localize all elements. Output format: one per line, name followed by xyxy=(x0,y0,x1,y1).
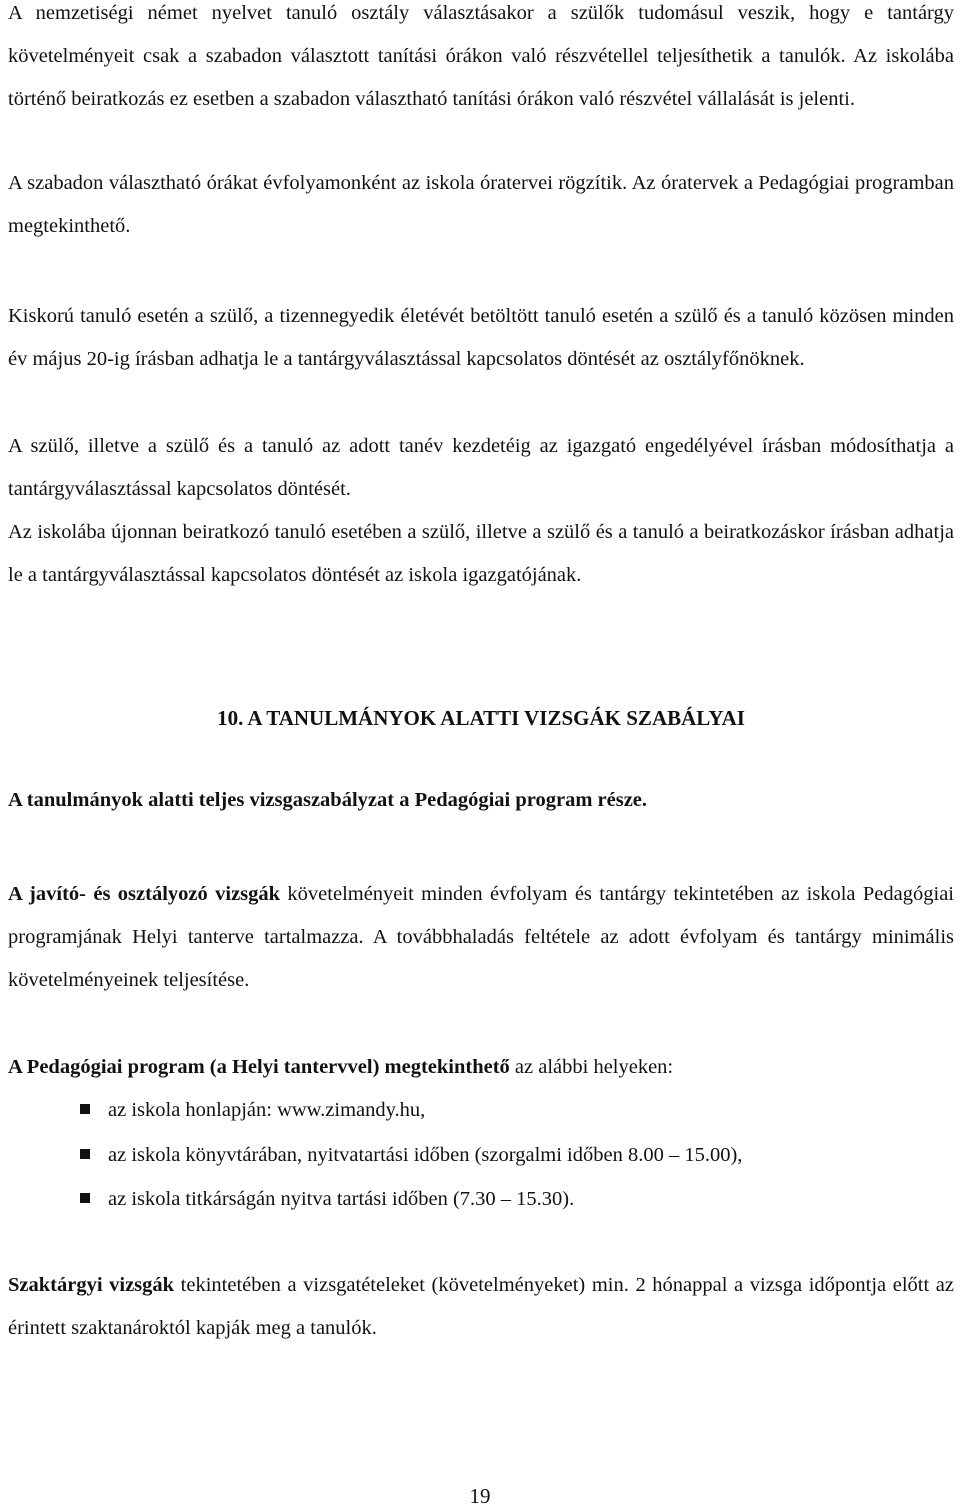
list-item xyxy=(8,1177,954,1222)
section-heading: 10. A TANULMÁNYOK ALATTI VIZSGÁK SZABÁLYAI xyxy=(217,706,745,730)
list-item-text: az iskola könyvtárában, nyitvatartási időben (szorgalmi időben 8.00 – 15.00), xyxy=(108,1143,743,1166)
section-subheading: A tanulmányok alatti teljes vizsgaszabályzat a Pedagógiai program része. xyxy=(8,789,648,811)
list-item-text: az iskola honlapján: www.zimandy.hu, xyxy=(108,1099,426,1121)
javito-bold-term: A javító- és osztályozó vizsgák xyxy=(8,883,281,905)
list-item xyxy=(8,1133,954,1178)
szaktargyi-text: tekintetében a vizsgatételeket (követelményeket) min. 2 hónappal a vizsga időpontja előtt az érintett szaktanároktól kapják meg a tanulók. xyxy=(8,1274,954,1340)
list-item-text: az iskola titkárságán nyitva tartási időben (7.30 – 15.30). xyxy=(108,1188,575,1210)
square-bullet-icon xyxy=(80,1104,90,1114)
choice-paragraph-1: Kiskorú tanuló esetén a szülő, a tizennegyedik életévét betöltött tanuló esetén a szülő és a tanuló közösen minden év május 20-ig írásban adhatja le a tantárgyválasztással kapcsolatos döntését az osztályfőnöknek. xyxy=(8,305,954,371)
program-text: az alábbi helyeken: xyxy=(509,1056,674,1078)
intro-paragraph-2: A szabadon választható órákat évfolyamonként az iskola óratervei rögzítik. Az óratervek a Pedagógiai programban megtekinthető. xyxy=(8,172,954,238)
program-bold-term: A Pedagógiai program (a Helyi tantervvel) megtekinthető xyxy=(8,1056,510,1078)
szaktargyi-bold-term: Szaktárgyi vizsgák xyxy=(8,1274,175,1296)
program-intro xyxy=(8,1046,954,1089)
javito-text: követelményeit minden évfolyam és tantárgy tekintetében az iskola Pedagógiai programjának Helyi tanterve tartalmazza. A továbbhaladás feltétele az adott évfolyam és tantárgy minimális követelményeinek teljesítése. xyxy=(8,883,954,992)
choice-paragraph-2: A szülő, illetve a szülő és a tanuló az adott tanév kezdetéig az igazgató engedélyével írásban módosíthatja a tantárgyválasztással kapcsolatos döntését. xyxy=(8,435,954,501)
szaktargyi-paragraph xyxy=(8,1264,954,1350)
javito-paragraph xyxy=(8,873,954,1003)
list-item xyxy=(8,1088,954,1133)
intro-paragraph-1: A nemzetiségi német nyelvet tanuló osztály választásakor a szülők tudomásul veszik, hogy e tantárgy követelményeit csak a szabadon választott tanítási órákon való részvétellel teljesíthetik a tanulók. Az iskolába történő beiratkozás ez esetben a szabadon választható tanítási órákon való részvétel vállalását is jelenti. xyxy=(8,2,954,111)
locations-list xyxy=(8,1088,954,1222)
square-bullet-icon xyxy=(80,1149,90,1159)
choice-paragraph-3: Az iskolába újonnan beiratkozó tanuló esetében a szülő, illetve a szülő és a tanuló a beiratkozáskor írásban adhatja le a tantárgyválasztással kapcsolatos döntését az iskola igazgatójának. xyxy=(8,521,954,587)
page-number: 19 xyxy=(469,1484,491,1508)
square-bullet-icon xyxy=(80,1193,90,1203)
